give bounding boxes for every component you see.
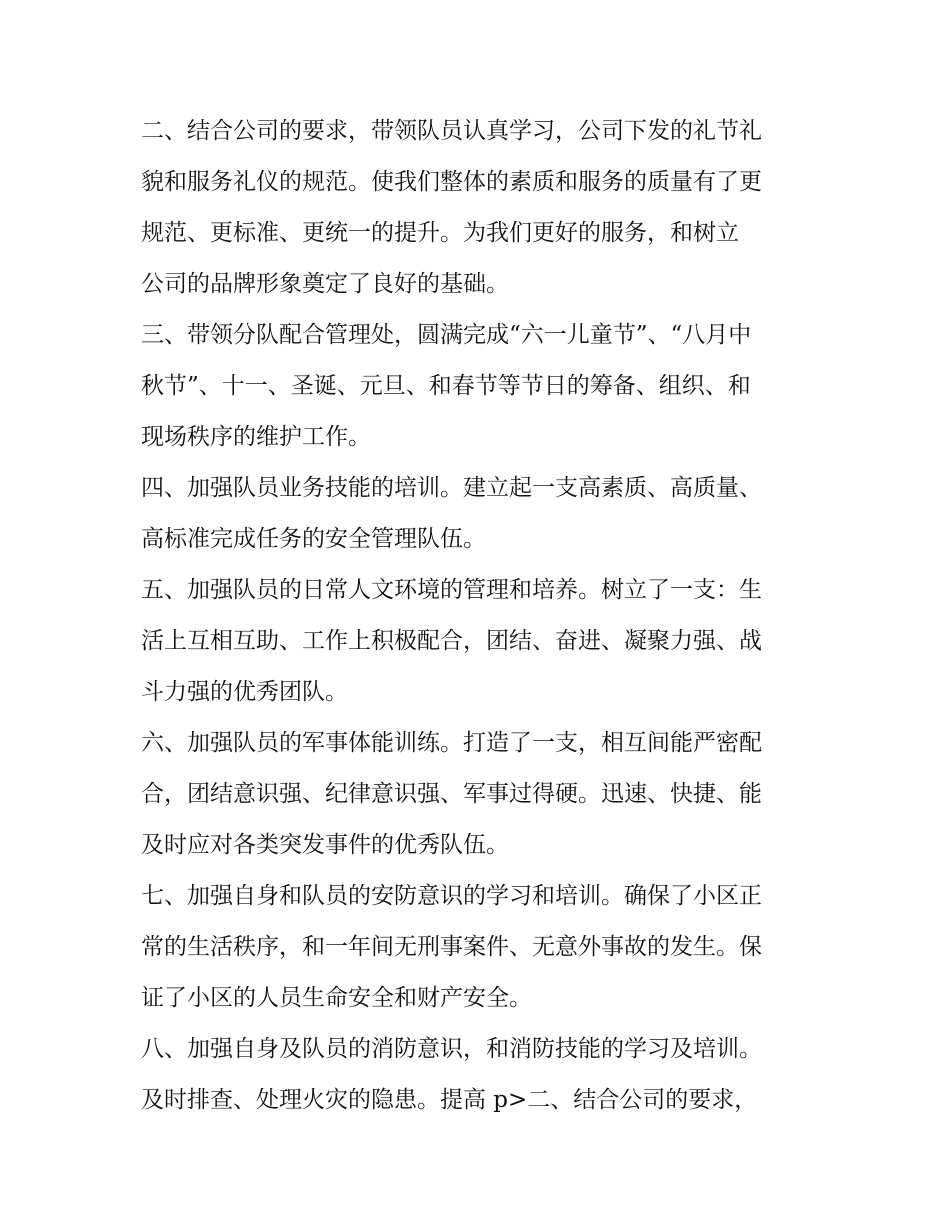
text-line: 八、加强自身及队员的消防意识，和消防技能的学习及培训。 bbox=[141, 1036, 762, 1062]
paragraph-5 bbox=[141, 565, 821, 718]
text-line: 规范、更标准、更统一的提升。为我们更好的服务，和树立 bbox=[141, 220, 739, 246]
text-line: 六、加强队员的军事体能训练。打造了一支，相互间能严密配 bbox=[141, 730, 762, 756]
text-line: 活上互相互助、工作上积极配合，团结、奋进、凝聚力强、战 bbox=[141, 628, 762, 654]
text-line: 四、加强队员业务技能的培训。建立起一支高素质、高质量、 bbox=[141, 475, 762, 501]
text-line: 证了小区的人员生命安全和财产安全。 bbox=[141, 985, 532, 1011]
paragraph-7 bbox=[141, 871, 821, 1024]
paragraph-6 bbox=[141, 718, 821, 871]
document-body bbox=[141, 106, 821, 1126]
text-line: 常的生活秩序，和一年间无刑事案件、无意外事故的发生。保 bbox=[141, 934, 762, 960]
paragraph-8 bbox=[141, 1024, 821, 1126]
text-line: 及时应对各类突发事件的优秀队伍。 bbox=[141, 832, 509, 858]
text-line: 五、加强队员的日常人文环境的管理和培养。树立了一支：生 bbox=[141, 577, 762, 603]
text-line: 二、结合公司的要求，带领队员认真学习，公司下发的礼节礼 bbox=[141, 118, 762, 144]
text-line: 貌和服务礼仪的规范。使我们整体的素质和服务的质量有了更 bbox=[141, 169, 762, 195]
text-line: 高标准完成任务的安全管理队伍。 bbox=[141, 526, 486, 552]
text-line: 斗力强的优秀团队。 bbox=[141, 679, 348, 705]
paragraph-2 bbox=[141, 106, 821, 310]
paragraph-4 bbox=[141, 463, 821, 565]
text-line: 秋节”、十一、圣诞、元旦、和春节等节日的筹备、组织、和 bbox=[141, 373, 751, 399]
text-line: 三、带领分队配合管理处，圆满完成“六一儿童节”、“八月中 bbox=[141, 322, 752, 348]
paragraph-3 bbox=[141, 310, 821, 463]
text-line: 合，团结意识强、纪律意识强、军事过得硬。迅速、快捷、能 bbox=[141, 781, 762, 807]
text-line: 及时排查、处理火灾的隐患。提高 p>二、结合公司的要求， bbox=[141, 1087, 758, 1113]
text-line: 公司的品牌形象奠定了良好的基础。 bbox=[141, 271, 509, 297]
text-line: 现场秩序的维护工作。 bbox=[141, 424, 371, 450]
text-line: 七、加强自身和队员的安防意识的学习和培训。确保了小区正 bbox=[141, 883, 762, 909]
